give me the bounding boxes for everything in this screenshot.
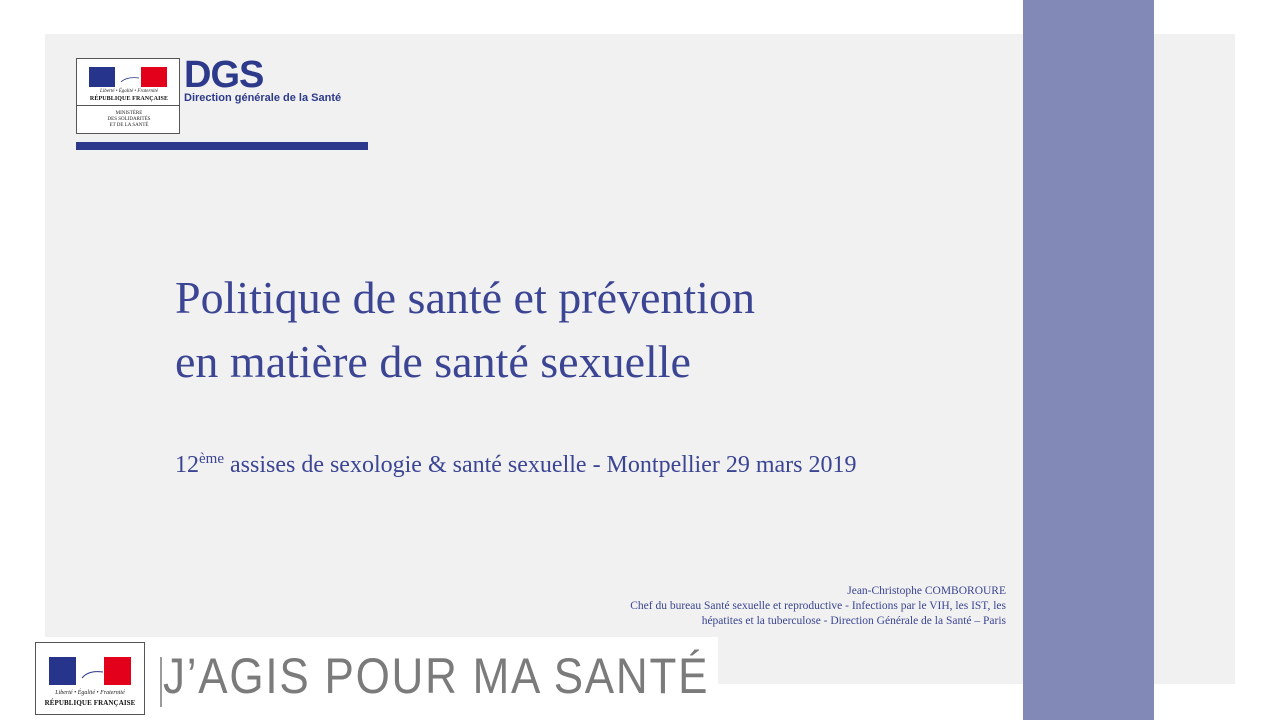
footer-republic-label: RÉPUBLIQUE FRANÇAISE <box>44 699 136 707</box>
banner-divider <box>160 657 162 707</box>
french-flag-icon <box>89 67 167 87</box>
author-role-line-2: hépatites et la tuberculose - Direction Générale de la Santé – Paris <box>701 615 1006 627</box>
ministry-label: MINISTÈRE DES SOLIDARITÉS ET DE LA SANTÉ <box>107 111 151 128</box>
title-line-1: Politique de santé et prévention <box>175 272 755 323</box>
subtitle-ordinal: ème <box>199 451 224 467</box>
footer-banner <box>35 637 718 720</box>
author-block <box>486 584 1006 629</box>
author-role-line-1: Chef du bureau Santé sexuelle et reproductive - Infections par le VIH, les IST, les <box>630 600 1006 612</box>
marianne-footer-logo <box>35 642 145 715</box>
accent-band <box>1023 0 1154 720</box>
french-flag-icon <box>49 657 131 685</box>
slide-title <box>175 266 995 394</box>
subtitle-number: 12 <box>175 452 199 478</box>
slogan-text: J’AGIS POUR MA SANTÉ <box>163 648 710 704</box>
title-line-2: en matière de santé sexuelle <box>175 336 691 387</box>
footer-motto-text: Liberté • Égalité • Fraternité <box>55 690 125 696</box>
marianne-logo <box>76 58 180 134</box>
header-logo <box>76 54 368 150</box>
author-name: Jean-Christophe COMBOROURE <box>847 585 1006 597</box>
header-underline <box>76 142 368 150</box>
subtitle-text: assises de sexologie & santé sexuelle - Montpellier 29 mars 2019 <box>223 452 857 478</box>
motto-text: Liberté • Égalité • Fraternité <box>100 89 158 94</box>
org-acronym: DGS <box>184 54 264 96</box>
slide-subtitle <box>175 452 857 479</box>
logo-divider <box>77 105 179 106</box>
republic-label: RÉPUBLIQUE FRANÇAISE <box>89 96 169 102</box>
org-name: Direction générale de la Santé <box>184 92 342 104</box>
